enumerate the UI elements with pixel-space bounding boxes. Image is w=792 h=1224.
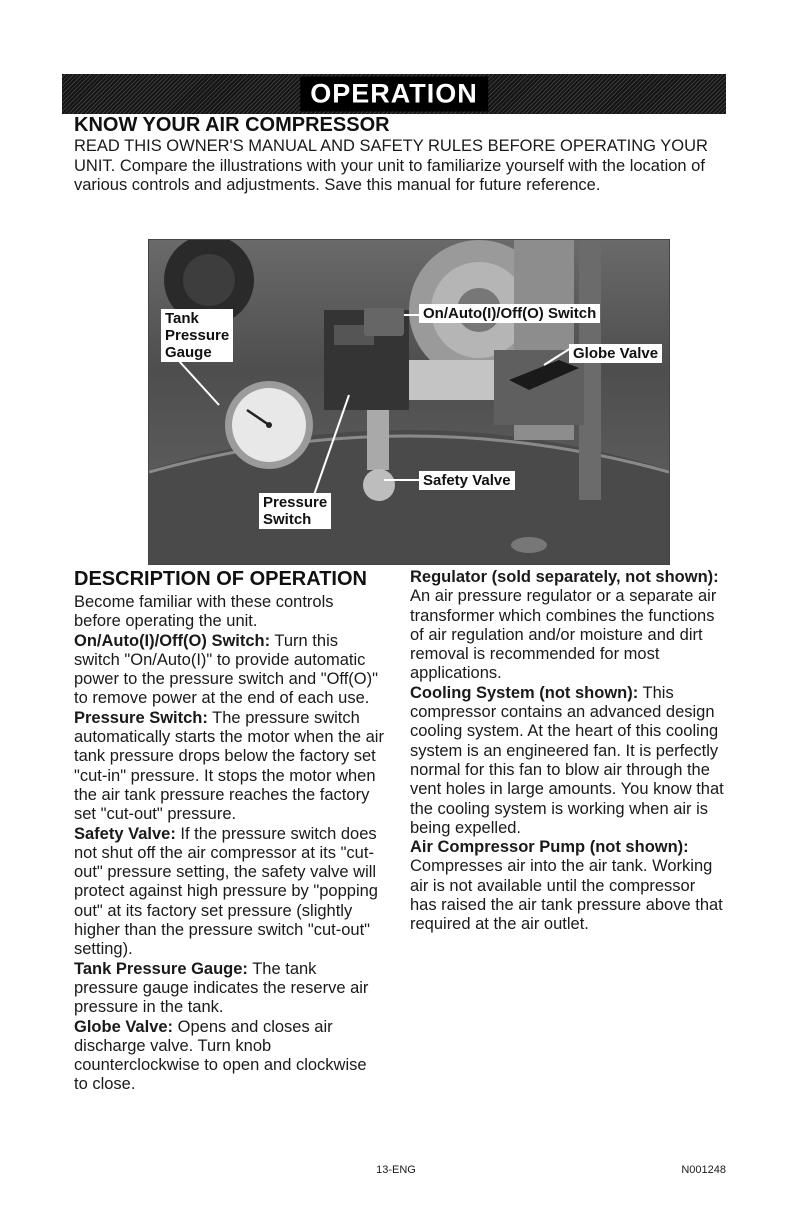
page-number: 13-ENG bbox=[376, 1164, 416, 1176]
item-on-auto-off-switch bbox=[74, 632, 384, 709]
item-pressure-switch bbox=[74, 709, 384, 825]
term-label: Globe Valve: bbox=[74, 1017, 174, 1036]
banner-title: OPERATION bbox=[300, 77, 488, 112]
section-banner bbox=[62, 74, 726, 114]
callout-on-auto-off-switch: On/Auto(I)/Off(O) Switch bbox=[419, 304, 600, 323]
callout-tank-gauge-line-2: Pressure bbox=[165, 327, 230, 344]
description-left-column bbox=[74, 568, 384, 1095]
description-intro: Become familiar with these controls before operating the unit. bbox=[74, 593, 334, 631]
item-cooling-system bbox=[410, 684, 726, 838]
callout-pressure-switch-line-1: Pressure bbox=[263, 494, 328, 511]
term-text: If the pressure switch does not shut off the air compressor at its "cut-out" pressure setting, the safety valve will protect against high pressure by "popping out" at its factory set pressure (slightly higher than the pressure switch "cut-out" setting). bbox=[74, 824, 378, 959]
term-text: Opens and closes air discharge valve. Turn knob counterclockwise to open and clockwise to close. bbox=[74, 1017, 367, 1094]
term-label: Safety Valve: bbox=[74, 824, 176, 843]
callout-safety-valve: Safety Valve bbox=[419, 471, 515, 490]
compressor-photo bbox=[148, 239, 670, 565]
term-text: Compresses air into the air tank. Working air is not available until the compressor has raised the air tank pressure above that required at the air outlet. bbox=[410, 857, 723, 934]
item-air-compressor-pump bbox=[410, 838, 726, 934]
callout-pressure-switch bbox=[259, 493, 331, 529]
term-text: The pressure switch automatically starts the motor when the air tank pressure drops below the factory set "cut-in" pressure. It stops the motor when the air tank pressure reaches the factory set "cut-out" pressure. bbox=[74, 708, 384, 824]
term-text: The tank pressure gauge indicates the reserve air pressure in the tank. bbox=[74, 959, 369, 1017]
item-tank-pressure-gauge bbox=[74, 960, 384, 1018]
term-label: On/Auto(I)/Off(O) Switch: bbox=[74, 631, 271, 650]
item-safety-valve bbox=[74, 825, 384, 960]
compressor-illustration bbox=[149, 240, 669, 564]
callout-tank-gauge-line-3: Gauge bbox=[165, 344, 212, 361]
term-label: Tank Pressure Gauge: bbox=[74, 959, 248, 978]
term-label: Air Compressor Pump (not shown): bbox=[410, 838, 689, 857]
term-text: Turn this switch "On/Auto(I)" to provide automatic power to the pressure switch and "Off(O)" to remove power at the end of each use. bbox=[74, 631, 378, 708]
description-heading: DESCRIPTION OF OPERATION bbox=[74, 568, 367, 590]
term-label: Pressure Switch: bbox=[74, 708, 208, 727]
term-text: This compressor contains an advanced design cooling system. At the heart of this cooling system is an engineered fan. It is perfectly normal for this fan to blow air through the vent holes in large amounts. You know that the cooling system is working when air is being expelled. bbox=[410, 683, 724, 837]
callout-pressure-switch-line-2: Switch bbox=[263, 511, 312, 528]
callout-tank-gauge-line-1: Tank bbox=[165, 310, 199, 327]
item-globe-valve bbox=[74, 1018, 384, 1095]
callout-globe-valve: Globe Valve bbox=[569, 344, 662, 363]
know-intro: READ THIS OWNER'S MANUAL AND SAFETY RULES BEFORE OPERATING YOUR UNIT. Compare the illustrations with your unit to familiarize yourself with the location of various controls and adjustments. Save this manual for future reference. bbox=[74, 137, 708, 194]
know-heading: KNOW YOUR AIR COMPRESSOR bbox=[74, 114, 390, 136]
term-label: Cooling System (not shown): bbox=[410, 683, 639, 702]
item-regulator bbox=[410, 568, 726, 684]
callout-tank-pressure-gauge bbox=[161, 309, 233, 362]
term-label: Regulator (sold separately, not shown): bbox=[410, 568, 719, 586]
document-code: N001248 bbox=[681, 1164, 726, 1176]
term-text: An air pressure regulator or a separate air transformer which combines the functions of air regulation and/or moisture and dirt removal is recommended for most applications. bbox=[410, 587, 717, 683]
description-right-column bbox=[410, 568, 726, 935]
